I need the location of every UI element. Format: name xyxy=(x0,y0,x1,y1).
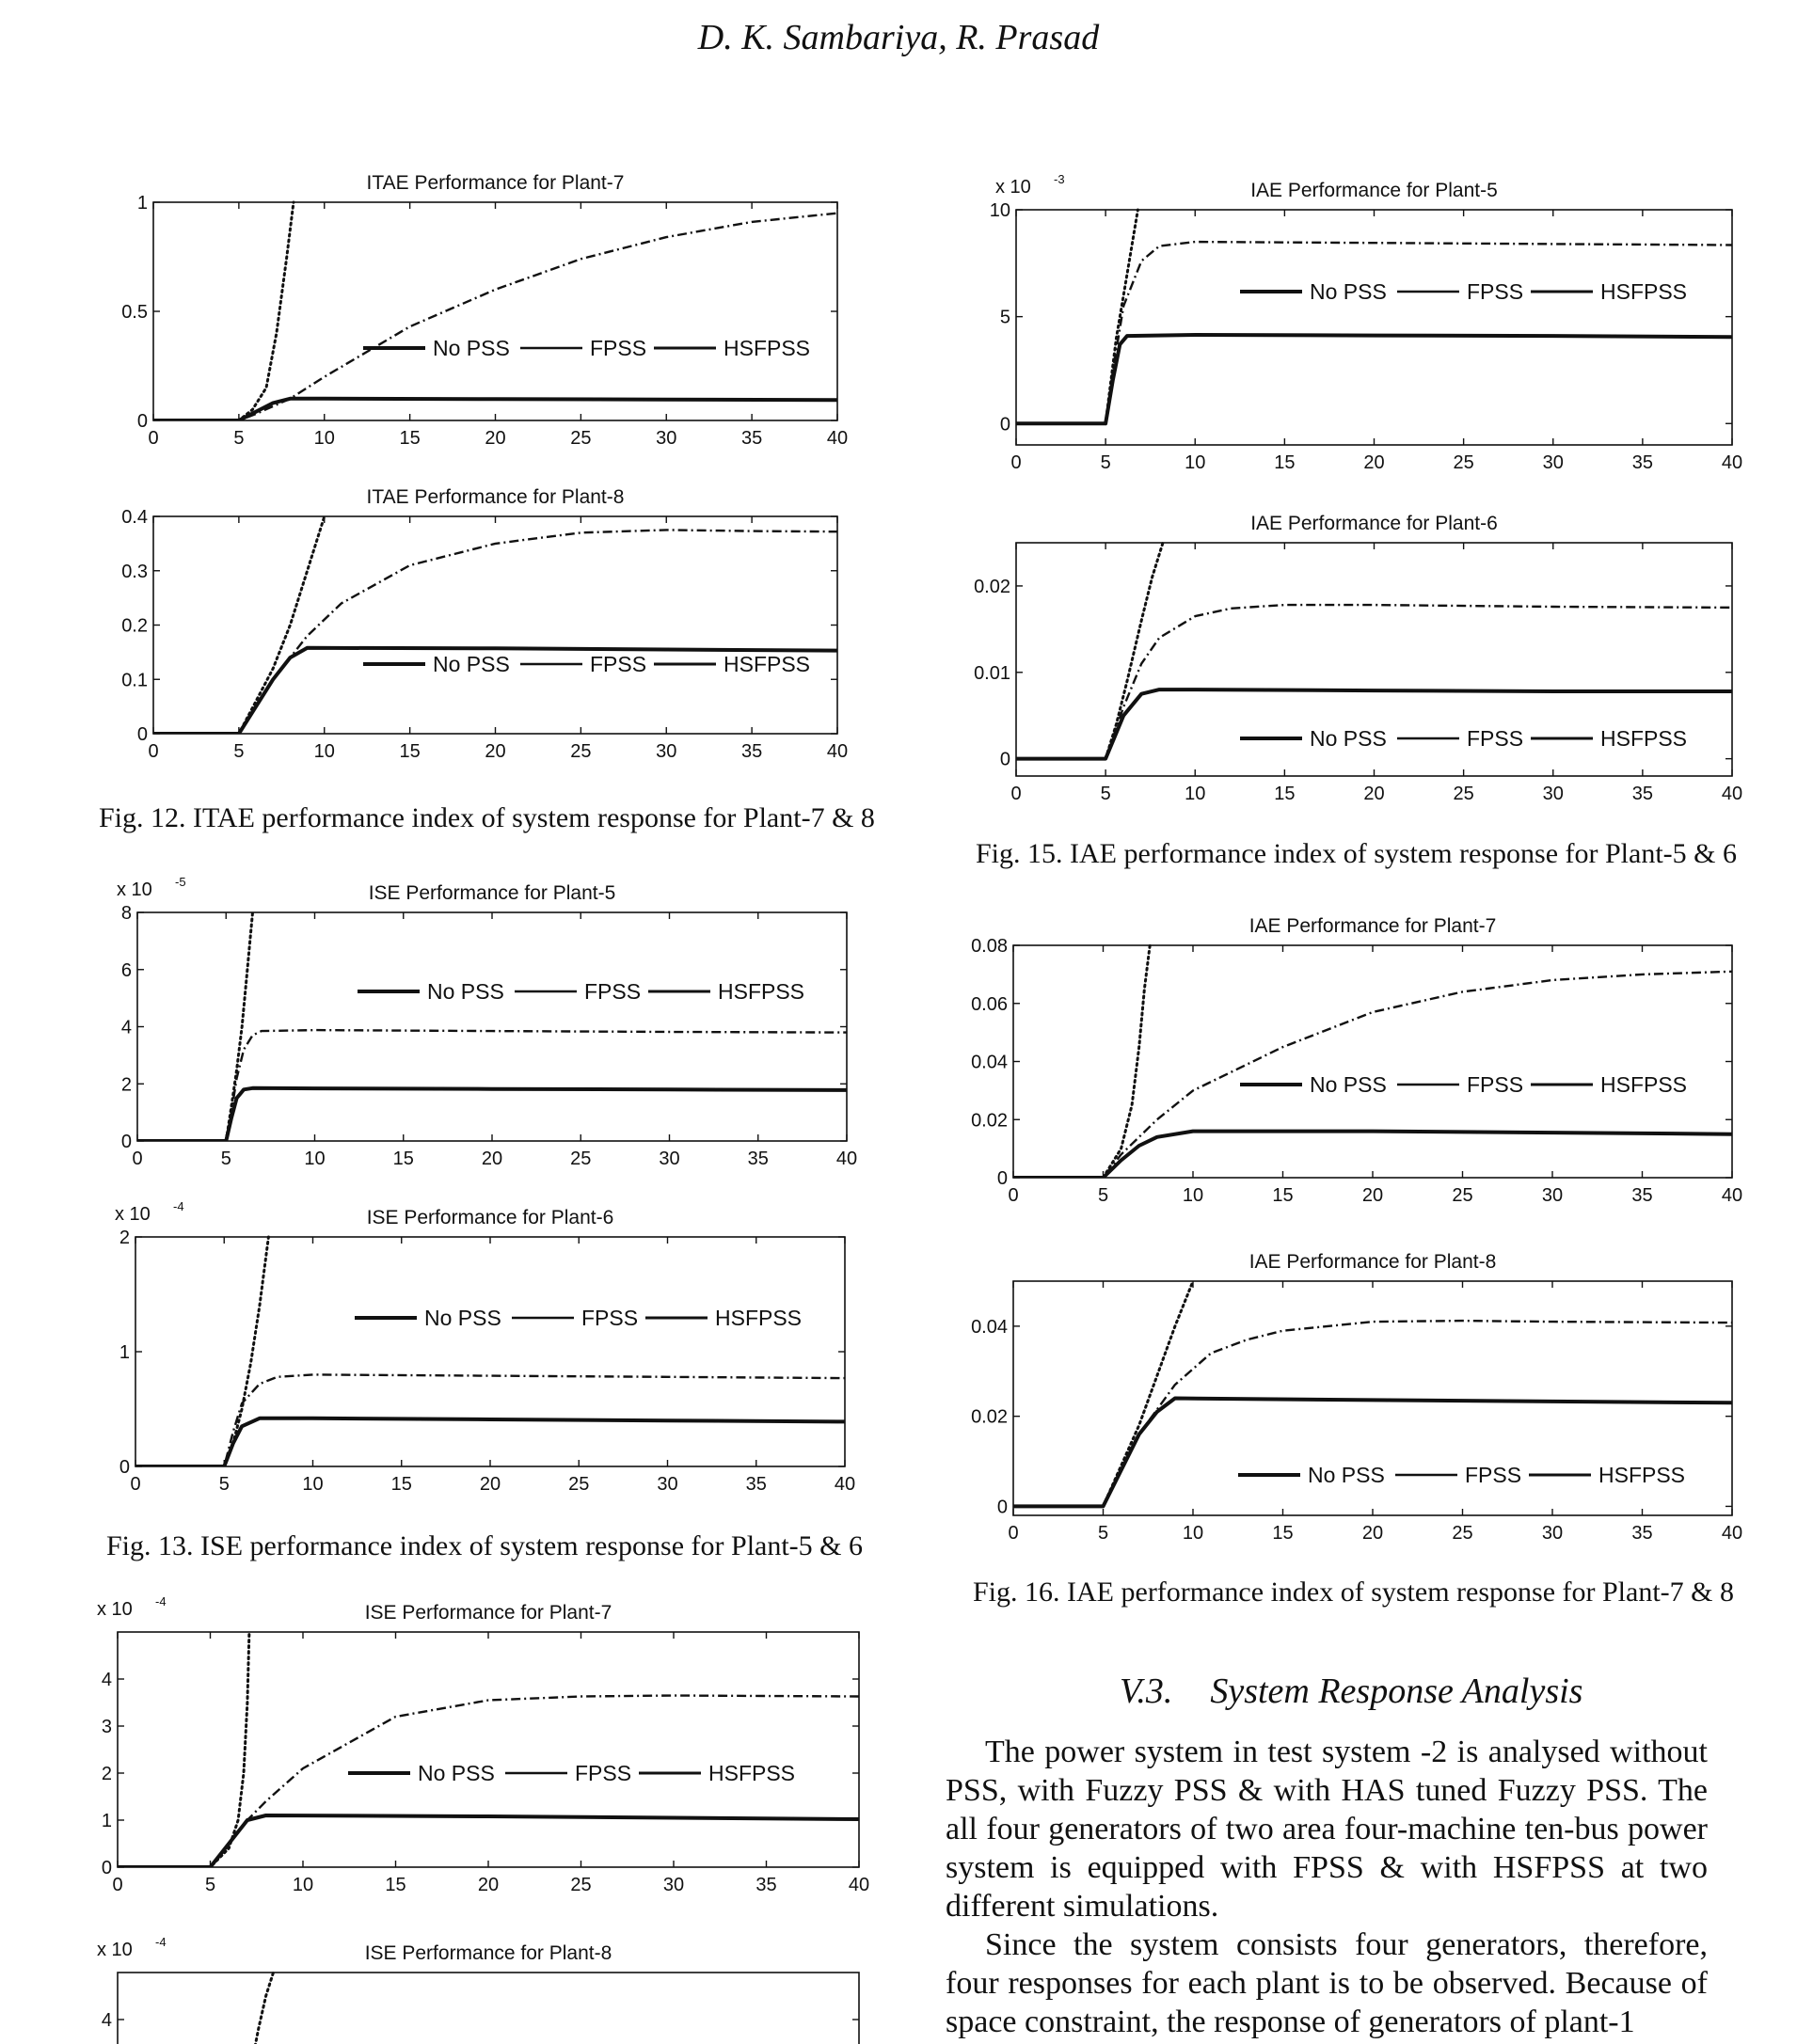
y-tick-label: 10 xyxy=(989,200,1010,221)
legend-label-fpss: FPSS xyxy=(584,979,642,1004)
x-tick-label: 35 xyxy=(741,428,763,449)
y-tick-label: 0.1 xyxy=(121,670,148,691)
figure-13-caption: Fig. 13. ISE performance index of system response for Plant-5 & 6 xyxy=(106,1530,864,1561)
y-tick-label: 0 xyxy=(999,749,1010,770)
x-tick-label: 5 xyxy=(1097,1523,1109,1544)
x-tick-label: 40 xyxy=(1721,1185,1743,1206)
legend-label-hsfpss: HSFPSS xyxy=(1598,1463,1686,1487)
legend-label-no-pss: No PSS xyxy=(1308,1463,1385,1487)
legend-label-hsfpss: HSFPSS xyxy=(1600,1072,1688,1097)
figure-12-caption: Fig. 12. ITAE performance index of system response for Plant-7 & 8 xyxy=(99,802,875,833)
x-tick-label: 0 xyxy=(112,1875,123,1895)
x-tick-label: 5 xyxy=(218,1474,230,1495)
x-tick-label: 0 xyxy=(148,428,159,449)
x-tick-label: 30 xyxy=(1542,452,1564,473)
x-tick-label: 10 xyxy=(313,741,335,762)
legend-label-no-pss: No PSS xyxy=(433,336,510,360)
y-tick-label: 1 xyxy=(101,1811,112,1831)
x-tick-label: 20 xyxy=(479,1474,501,1495)
x-tick-label: 30 xyxy=(657,1474,678,1495)
legend-label-fpss: FPSS xyxy=(1467,279,1524,304)
x-tick-label: 0 xyxy=(132,1149,143,1169)
x-tick-label: 15 xyxy=(390,1474,412,1495)
x-tick-label: 0 xyxy=(1008,1185,1019,1206)
axis-multiplier: x 10 xyxy=(117,879,152,900)
figure-15-caption: Fig. 15. IAE performance index of system response for Plant-5 & 6 xyxy=(976,838,1737,869)
legend-label-hsfpss: HSFPSS xyxy=(724,336,811,360)
x-tick-label: 40 xyxy=(835,1149,858,1169)
section-heading xyxy=(1120,1671,1582,1712)
y-tick-label: 0 xyxy=(996,1168,1008,1189)
y-tick-label: 0.2 xyxy=(121,615,148,637)
x-tick-label: 10 xyxy=(292,1875,314,1895)
y-tick-label: 0.02 xyxy=(971,1406,1008,1428)
legend-label-hsfpss: HSFPSS xyxy=(1600,726,1688,751)
y-tick-label: 4 xyxy=(101,1670,112,1690)
y-tick-label: 0.08 xyxy=(971,936,1008,957)
body-paragraph-1: The power system in test system -2 is analysed without PSS, with Fuzzy PSS & with HAS tuned Fuzzy PSS. The all four generators of two area four-machine ten-bus power system is equipped with FPSS & with HSFPSS at two different simulations. xyxy=(946,1735,1708,1924)
axis-multiplier: x 10 xyxy=(115,1204,151,1225)
x-tick-label: 40 xyxy=(1721,1523,1743,1544)
y-tick-label: 4 xyxy=(120,1017,132,1038)
x-tick-label: 10 xyxy=(1185,452,1206,473)
y-tick-label: 1 xyxy=(119,1342,130,1363)
x-tick-label: 35 xyxy=(741,741,763,762)
x-tick-label: 20 xyxy=(477,1875,500,1895)
x-tick-label: 5 xyxy=(233,428,245,449)
x-tick-label: 25 xyxy=(568,1474,590,1495)
x-tick-label: 35 xyxy=(745,1474,767,1495)
x-tick-label: 25 xyxy=(570,1875,592,1895)
x-tick-label: 5 xyxy=(1100,784,1111,804)
x-tick-label: 35 xyxy=(1631,452,1653,473)
x-tick-label: 15 xyxy=(1274,452,1296,473)
x-tick-label: 0 xyxy=(148,741,159,762)
plot-title: ISE Performance for Plant-8 xyxy=(364,1942,612,1964)
legend-label-no-pss: No PSS xyxy=(424,1306,501,1330)
x-tick-label: 5 xyxy=(220,1149,231,1169)
y-tick-label: 4 xyxy=(101,2010,112,2031)
axis-multiplier: x 10 xyxy=(995,177,1031,198)
x-tick-label: 40 xyxy=(826,428,849,449)
y-tick-label: 2 xyxy=(119,1228,130,1248)
legend-label-no-pss: No PSS xyxy=(427,979,504,1004)
y-tick-label: 0.01 xyxy=(974,662,1010,684)
x-tick-label: 40 xyxy=(834,1474,856,1495)
x-tick-label: 35 xyxy=(747,1149,769,1169)
x-tick-label: 5 xyxy=(204,1875,216,1895)
x-tick-label: 10 xyxy=(1182,1185,1204,1206)
y-tick-label: 2 xyxy=(120,1074,132,1096)
x-tick-label: 30 xyxy=(662,1875,685,1895)
x-tick-label: 25 xyxy=(570,741,592,762)
y-tick-label: 0.4 xyxy=(121,507,148,528)
axis-multiplier-exponent: -3 xyxy=(1054,172,1065,186)
x-tick-label: 25 xyxy=(1453,784,1474,804)
x-tick-label: 15 xyxy=(385,1875,406,1895)
x-tick-label: 0 xyxy=(1008,1523,1019,1544)
y-tick-label: 0.06 xyxy=(971,993,1008,1015)
legend-label-hsfpss: HSFPSS xyxy=(1600,279,1688,304)
x-tick-label: 35 xyxy=(755,1875,777,1895)
x-tick-label: 15 xyxy=(1272,1523,1294,1544)
legend-label-no-pss: No PSS xyxy=(418,1761,495,1785)
figure-16-caption: Fig. 16. IAE performance index of system response for Plant-7 & 8 xyxy=(973,1577,1734,1608)
x-tick-label: 40 xyxy=(826,741,849,762)
x-tick-label: 10 xyxy=(304,1149,326,1169)
x-tick-label: 20 xyxy=(1363,784,1385,804)
x-tick-label: 25 xyxy=(1452,1185,1473,1206)
x-tick-label: 40 xyxy=(848,1875,870,1895)
x-tick-label: 15 xyxy=(399,428,421,449)
axis-multiplier: x 10 xyxy=(97,1599,133,1620)
legend-label-fpss: FPSS xyxy=(1465,1463,1522,1487)
y-tick-label: 0 xyxy=(996,1497,1008,1518)
x-tick-label: 15 xyxy=(392,1149,414,1169)
legend-label-no-pss: No PSS xyxy=(1310,726,1387,751)
section-number: V.3. xyxy=(1120,1672,1173,1711)
legend-label-hsfpss: HSFPSS xyxy=(718,979,805,1004)
series-line-no-pss xyxy=(1013,1281,1193,1506)
x-tick-label: 15 xyxy=(1274,784,1296,804)
y-tick-label: 0.3 xyxy=(121,561,148,582)
legend-label-no-pss: No PSS xyxy=(433,652,510,676)
y-tick-label: 8 xyxy=(120,903,132,924)
x-tick-label: 35 xyxy=(1631,1523,1653,1544)
x-tick-label: 30 xyxy=(1542,784,1564,804)
x-tick-label: 20 xyxy=(485,428,506,449)
series-line-hsfpss xyxy=(1013,1399,1732,1507)
legend-label-fpss: FPSS xyxy=(1467,1072,1524,1097)
x-tick-label: 15 xyxy=(399,741,421,762)
legend-label-fpss: FPSS xyxy=(590,652,647,676)
legend-label-hsfpss: HSFPSS xyxy=(708,1761,796,1785)
x-tick-label: 30 xyxy=(659,1149,680,1169)
legend-label-fpss: FPSS xyxy=(581,1306,639,1330)
y-tick-label: 0.02 xyxy=(974,576,1010,597)
x-tick-label: 40 xyxy=(1721,784,1743,804)
axis-multiplier: x 10 xyxy=(97,1940,133,1960)
axis-multiplier-exponent: -5 xyxy=(175,875,186,889)
y-tick-label: 0.04 xyxy=(971,1316,1008,1338)
body-text xyxy=(946,1733,1708,2041)
legend-label-fpss: FPSS xyxy=(590,336,647,360)
x-tick-label: 20 xyxy=(1361,1523,1384,1544)
x-tick-label: 5 xyxy=(233,741,245,762)
plot-title: ISE Performance for Plant-5 xyxy=(368,882,616,904)
y-tick-label: 0 xyxy=(136,724,148,745)
x-tick-label: 20 xyxy=(1363,452,1385,473)
x-tick-label: 0 xyxy=(1010,784,1022,804)
plot-title: IAE Performance for Plant-5 xyxy=(1250,180,1498,201)
x-tick-label: 10 xyxy=(1182,1523,1204,1544)
legend-label-no-pss: No PSS xyxy=(1310,279,1387,304)
legend-label-fpss: FPSS xyxy=(1467,726,1524,751)
x-tick-label: 25 xyxy=(1452,1523,1473,1544)
x-tick-label: 10 xyxy=(302,1474,324,1495)
plot-title: ISE Performance for Plant-7 xyxy=(364,1602,612,1624)
plot-title: IAE Performance for Plant-6 xyxy=(1250,513,1498,534)
y-tick-label: 0 xyxy=(136,411,148,432)
legend-label-fpss: FPSS xyxy=(575,1761,632,1785)
legend-label-no-pss: No PSS xyxy=(1310,1072,1387,1097)
x-tick-label: 10 xyxy=(1185,784,1206,804)
x-tick-label: 35 xyxy=(1631,784,1653,804)
x-tick-label: 40 xyxy=(1721,452,1743,473)
x-tick-label: 20 xyxy=(481,1149,503,1169)
y-tick-label: 0.5 xyxy=(121,302,148,323)
y-tick-label: 2 xyxy=(101,1764,112,1784)
y-tick-label: 6 xyxy=(120,959,132,981)
x-tick-label: 15 xyxy=(1272,1185,1294,1206)
x-tick-label: 25 xyxy=(570,428,592,449)
x-tick-label: 10 xyxy=(313,428,335,449)
x-tick-label: 30 xyxy=(1541,1523,1564,1544)
y-tick-label: 0.04 xyxy=(971,1052,1008,1073)
axis-multiplier-exponent: -4 xyxy=(173,1199,184,1213)
x-tick-label: 30 xyxy=(656,741,677,762)
x-tick-label: 20 xyxy=(485,741,506,762)
x-tick-label: 25 xyxy=(570,1149,592,1169)
legend-label-hsfpss: HSFPSS xyxy=(724,652,811,676)
y-tick-label: 0.02 xyxy=(971,1110,1008,1132)
x-tick-label: 5 xyxy=(1097,1185,1109,1206)
section-title: System Response Analysis xyxy=(1210,1672,1583,1711)
plot-title: ITAE Performance for Plant-8 xyxy=(366,486,625,508)
y-tick-label: 3 xyxy=(101,1717,112,1737)
x-tick-label: 25 xyxy=(1453,452,1474,473)
y-tick-label: 5 xyxy=(999,307,1010,328)
x-tick-label: 35 xyxy=(1631,1185,1653,1206)
plot-title: IAE Performance for Plant-8 xyxy=(1248,1251,1497,1273)
plot-title: ISE Performance for Plant-6 xyxy=(366,1207,614,1228)
x-tick-label: 0 xyxy=(130,1474,141,1495)
axis-multiplier-exponent: -4 xyxy=(155,1935,167,1949)
y-tick-label: 0 xyxy=(101,1858,112,1878)
y-tick-label: 0 xyxy=(120,1132,132,1152)
y-tick-label: 0 xyxy=(999,414,1010,436)
x-tick-label: 20 xyxy=(1361,1185,1384,1206)
x-tick-label: 0 xyxy=(1010,452,1022,473)
page-header-authors: D. K. Sambariya, R. Prasad xyxy=(697,18,1100,57)
body-paragraph-2: Since the system consists four generators, therefore, four responses for each plant is to be observed. Because of space constraint, the response of generators of plant-1 xyxy=(946,1927,1708,2039)
y-tick-label: 1 xyxy=(136,193,148,214)
plot-title: ITAE Performance for Plant-7 xyxy=(366,172,625,194)
legend-label-hsfpss: HSFPSS xyxy=(715,1306,803,1330)
y-tick-label: 0 xyxy=(119,1457,130,1478)
plot-title: IAE Performance for Plant-7 xyxy=(1248,915,1497,937)
x-tick-label: 5 xyxy=(1100,452,1111,473)
x-tick-label: 30 xyxy=(656,428,677,449)
x-tick-label: 30 xyxy=(1541,1185,1564,1206)
axis-multiplier-exponent: -4 xyxy=(155,1594,167,1608)
